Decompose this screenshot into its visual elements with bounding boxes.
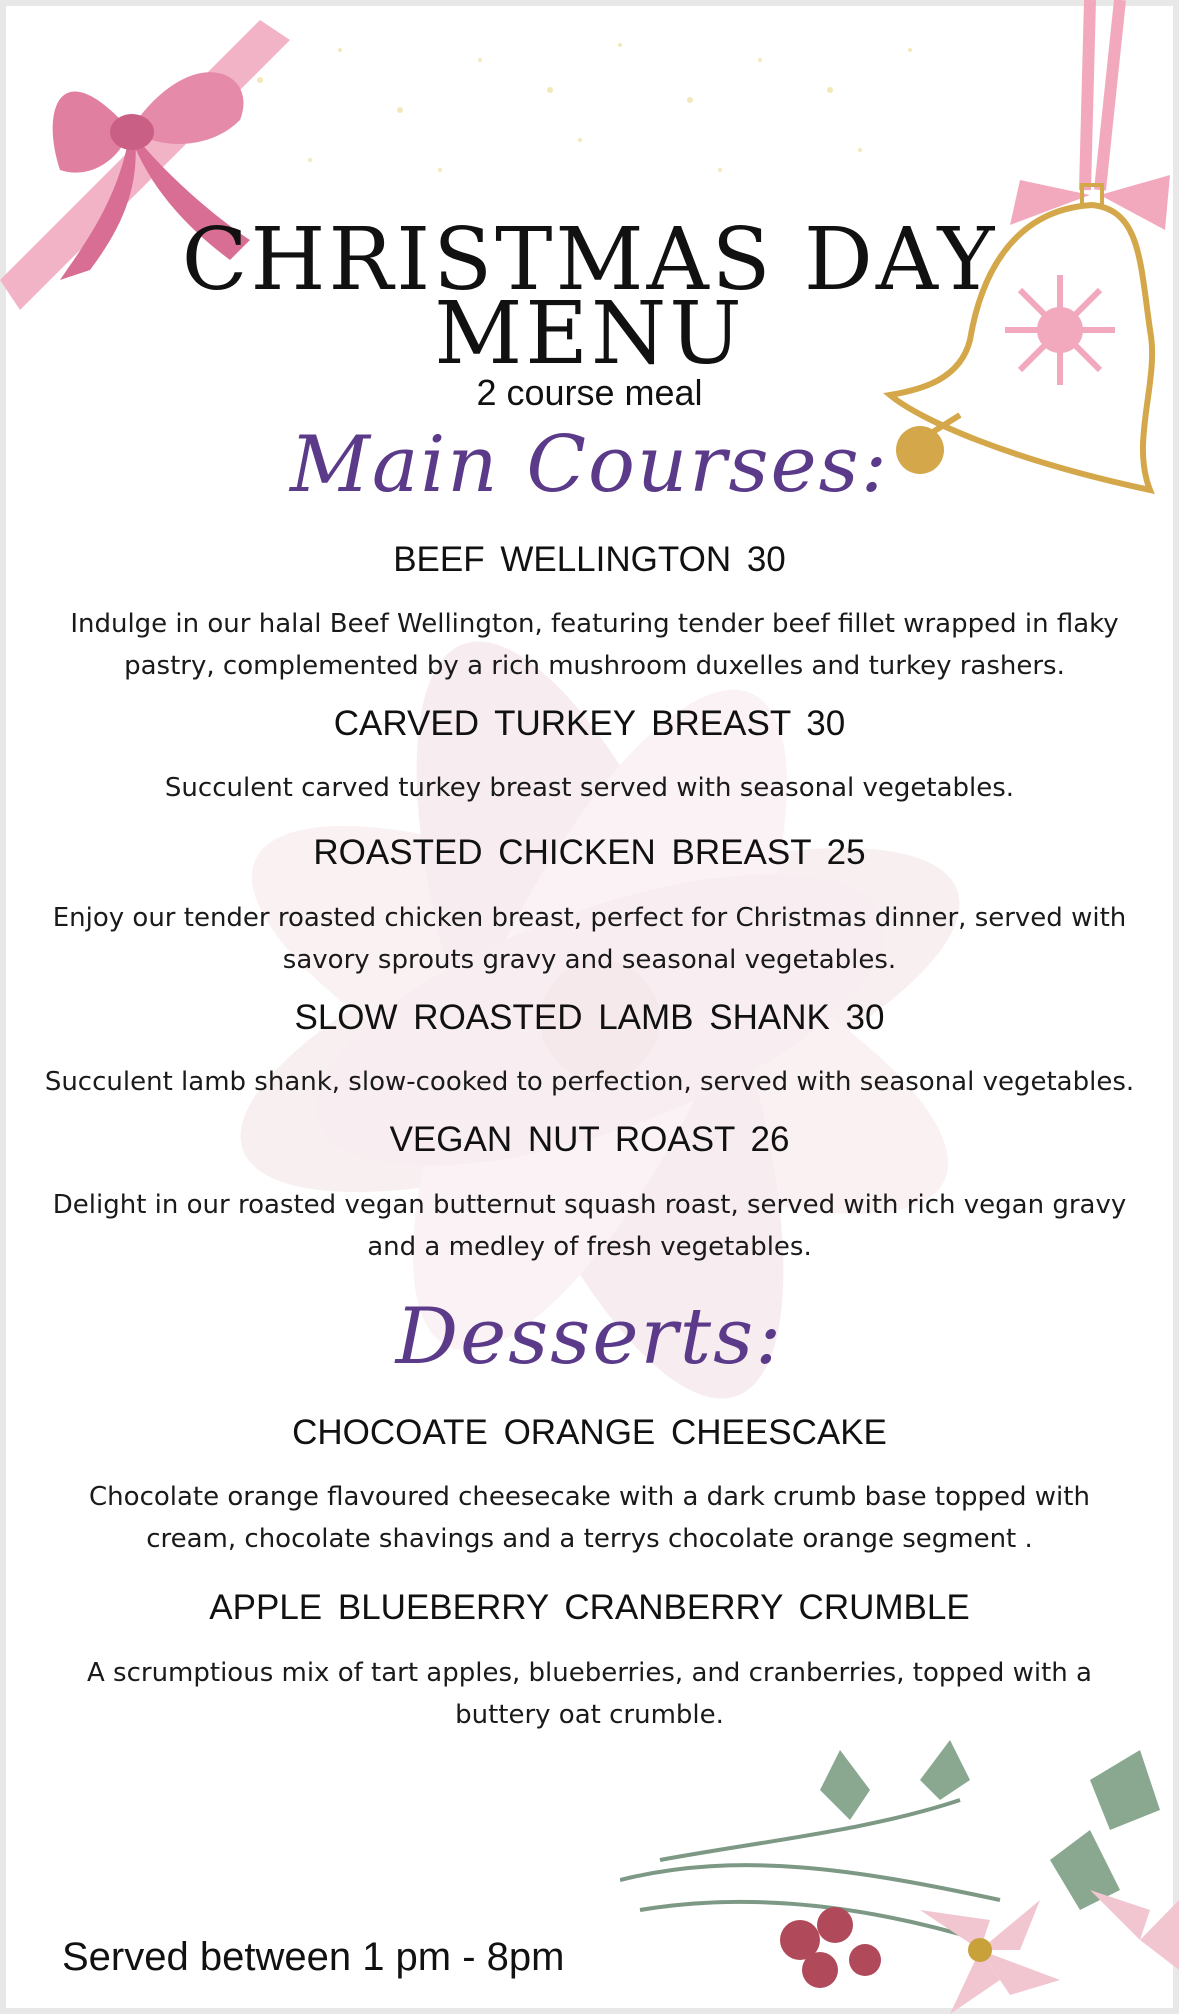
menu-title-line2: MENU bbox=[434, 284, 745, 384]
main-dish-description: Succulent lamb shank, slow-cooked to perfection, served with seasonal vegetables. bbox=[44, 1067, 1135, 1097]
main-dish-name: BEEF WELLINGTON 30 bbox=[393, 540, 786, 579]
holly-greenery-icon bbox=[620, 1740, 1179, 2014]
main-dish-description: Indulge in our halal Beef Wellington, featuring tender beef fillet wrapped in flaky pastry, complemented by a rich mushroom duxelles and turkey rashers. bbox=[70, 609, 1119, 681]
main-courses-heading: Main Courses: bbox=[289, 420, 889, 510]
desserts-heading: Desserts: bbox=[395, 1292, 784, 1382]
dessert-name: APPLE BLUEBERRY CRANBERRY CRUMBLE bbox=[209, 1588, 970, 1627]
dessert-description: A scrumptious mix of tart apples, blueberries, and cranberries, topped with a buttery oat crumble. bbox=[87, 1658, 1092, 1730]
main-dish-description: Enjoy our tender roasted chicken breast, perfect for Christmas dinner, served with savory sprouts gravy and seasonal vegetables. bbox=[52, 903, 1127, 975]
menu-title-line1: CHRISTMAS DAY bbox=[181, 210, 998, 310]
main-dish-description: Succulent carved turkey breast served with seasonal vegetables. bbox=[164, 773, 1015, 803]
menu-subtitle: 2 course meal bbox=[476, 372, 703, 413]
main-dish-name: CARVED TURKEY BREAST 30 bbox=[333, 704, 846, 743]
dessert-name: CHOCOATE ORANGE CHEESCAKE bbox=[292, 1413, 887, 1452]
main-dish-name: ROASTED CHICKEN BREAST 25 bbox=[313, 833, 866, 872]
main-dish-name: VEGAN NUT ROAST 26 bbox=[389, 1120, 790, 1159]
main-dish-description: Delight in our roasted vegan butternut squash roast, served with rich vegan gravy and a medley of fresh vegetables. bbox=[52, 1190, 1127, 1262]
serving-times: Served between 1 pm - 8pm bbox=[62, 1935, 565, 1979]
main-dish-name: SLOW ROASTED LAMB SHANK 30 bbox=[294, 998, 885, 1037]
dessert-description: Chocolate orange flavoured cheesecake with a dark crumb base topped with cream, chocolate shavings and a terrys chocolate orange segment . bbox=[89, 1482, 1090, 1554]
